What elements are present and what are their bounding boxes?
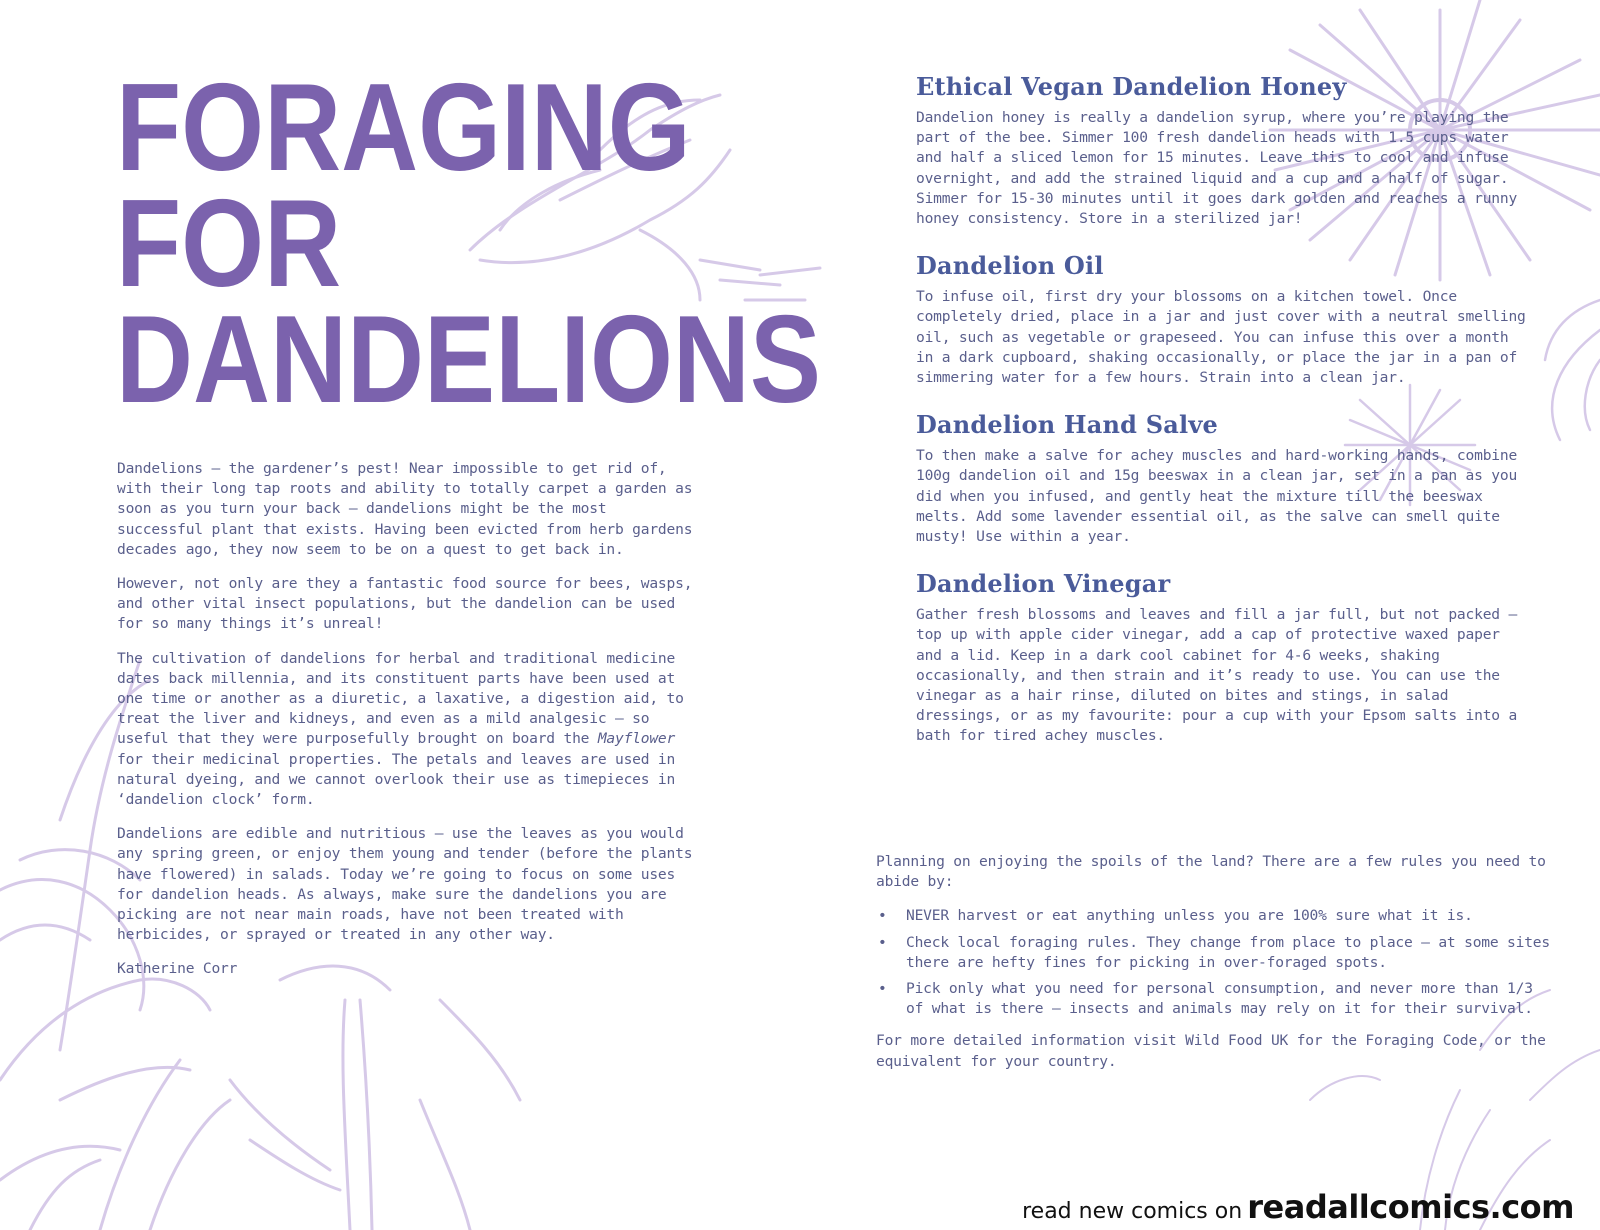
foraging-rules [876,852,1556,1086]
title-line-2: FOR [116,175,342,313]
section-honey [916,72,1526,229]
section-heading-vinegar: Dandelion Vinegar [916,569,1171,599]
rule-text-3: Pick only what you need for personal consumption, and never more than 1/3 of what is there – insects and animals may rely on it for their survival. [906,980,1533,1018]
section-salve [916,410,1526,547]
bullet-icon: • [878,933,887,951]
rule-text-2: Check local foraging rules. They change from place to place – at some sites there are hefty fines for picking in over-foraged spots. [906,933,1550,971]
rules-outro: For more detailed information visit Wild Food UK for the Foraging Code, or the equivalent for your country. [876,1032,1546,1070]
list-item [876,979,1556,1019]
intro-p3-end: for their medicinal properties. The petals and leaves are used in natural dyeing, and we cannot overlook their use as timepieces in ‘dandelion clock’ form. [117,750,676,809]
bullet-icon: • [878,980,887,998]
section-text-oil: To infuse oil, first dry your blossoms on a kitchen towel. Once completely dried, place in a jar and just cover with a neutral smelling oil, such as vegetable or grapeseed. You can infuse this over a month in a dark cupboard, shaking occasionally, or place the jar in a pan of simmering water for a few hours. Strain into a clean jar. [916,288,1526,387]
intro-p3-mayflower: Mayflower [597,730,676,748]
section-heading-salve: Dandelion Hand Salve [916,410,1218,440]
list-item [876,906,1556,926]
page-title [116,59,822,429]
intro-paragraph-1: Dandelions – the gardener’s pest! Near impossible to get rid of, with their long tap roots and ability to totally carpet a garden as soon as you turn your back – dandelions might be the most successful plant that exists. Having been evicted from herb gardens decades ago, they now seem to be on a quest to get back in. [117,460,693,558]
rules-intro: Planning on enjoying the spoils of the land? There are a few rules you need to abide by: [876,853,1546,891]
intro-column [117,459,697,994]
watermark-site: readallcomics.com [1247,1188,1574,1226]
list-item [876,933,1556,973]
bullet-icon: • [878,907,887,925]
watermark-prefix: read new comics on [1022,1199,1243,1224]
rule-text-1: NEVER harvest or eat anything unless you are 100% sure what it is. [906,907,1473,925]
section-text-vinegar: Gather fresh blossoms and leaves and fill a jar full, but not packed – top up with apple cider vinegar, add a cap of protective waxed paper and a lid. Keep in a dark cool cabinet for 4-6 weeks, shaking occasionally, and then strain and it’s ready to use. You can use the vinegar as a hair rinse, diluted on bites and stings, in salad dressings, or as my favourite: pour a cup with your Epsom salts into a bath for tired achey muscles. [916,606,1518,745]
section-vinegar [916,569,1526,746]
section-oil [916,251,1526,388]
title-line-3: DANDELIONS [116,291,822,429]
section-text-honey: Dandelion honey is really a dandelion syrup, where you’re playing the part of the bee. Simmer 100 fresh dandelion heads with 1.5 cups water and half a sliced lemon for 15 minutes. Leave this to cool and infuse overnight, and add the strained liquid and a cup and a half of sugar. Simmer for 15-30 minutes until it goes dark golden and reaches a runny honey consistency. Store in a sterilized jar! [916,109,1518,228]
watermark [1022,1188,1574,1226]
title-line-1: FORAGING [116,59,691,197]
section-heading-oil: Dandelion Oil [916,251,1104,281]
intro-paragraph-2: However, not only are they a fantastic food source for bees, wasps, and other vital insect populations, but the dandelion can be used for so many things it’s unreal! [117,575,693,633]
section-heading-honey: Ethical Vegan Dandelion Honey [916,72,1347,101]
section-text-salve: To then make a salve for achey muscles and hard-working hands, combine 100g dandelion oil and 15g beeswax in a clean jar, set in a pan as you did when you infused, and gently heat the mixture till the beeswax melts. Add some lavender essential oil, as the salve can smell quite musty! Use within a year. [916,447,1518,546]
intro-paragraph-3 [117,649,697,811]
rules-list [876,906,1556,1019]
author-name: Katherine Corr [117,960,238,978]
intro-paragraph-4: Dandelions are edible and nutritious – use the leaves as you would any spring green, or enjoy them young and tender (before the plants have flowered) in salads. Today we’re going to focus on some uses for dandelion heads. As always, make sure the dandelions you are picking are not near main roads, have not been treated with herbicides, or sprayed or treated in any other way. [117,825,693,944]
recipes-column [916,72,1526,769]
intro-p3-start: The cultivation of dandelions for herbal and traditional medicine dates back millennia, and its constituent parts have been used at one time or another as a diuretic, a laxative, a digestion aid, to treat the liver and kidneys, and even as a mild analgesic – so useful that they were purposefully brought on board the [117,649,684,748]
